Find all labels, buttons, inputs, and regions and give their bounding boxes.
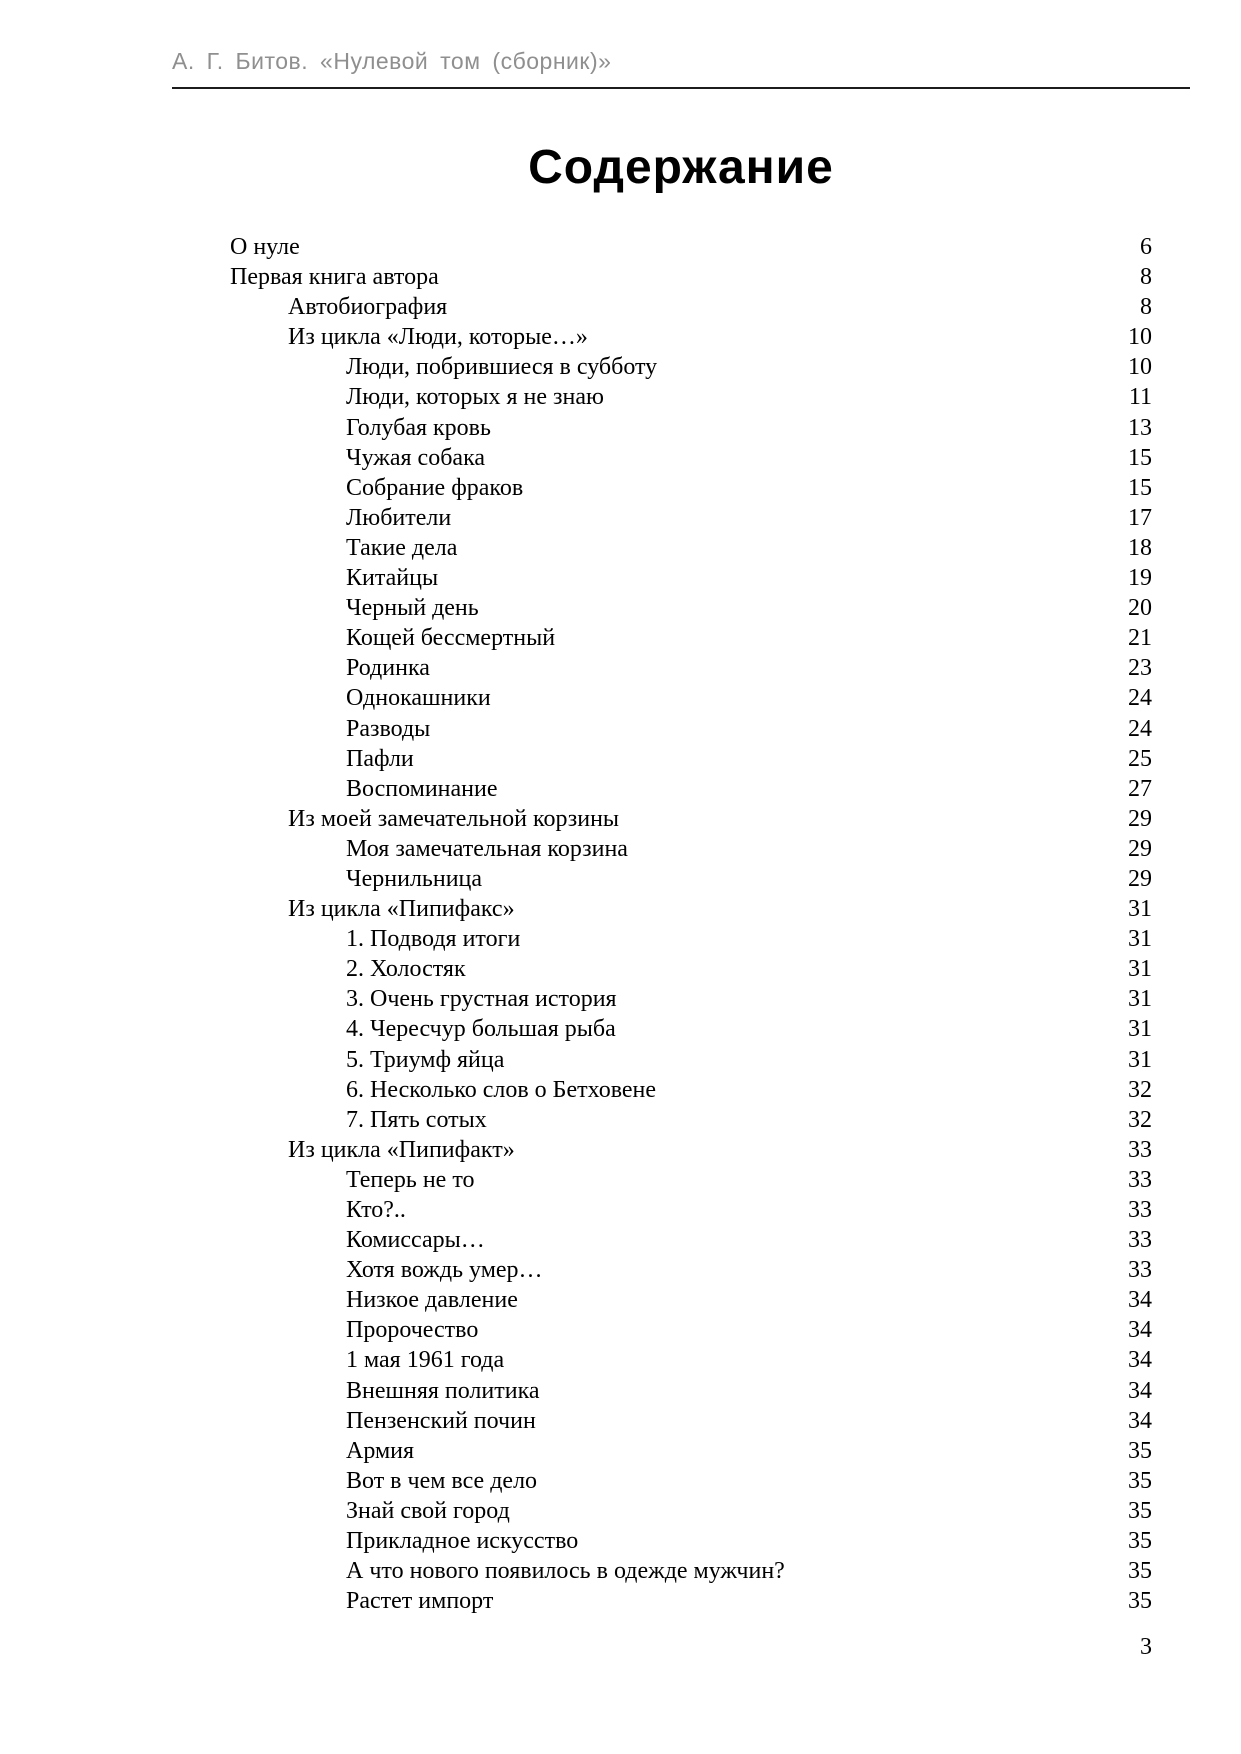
toc-entry-page: 31 xyxy=(1128,926,1152,953)
toc-entry xyxy=(230,473,1152,503)
toc-entry-label: Растет импорт xyxy=(346,1588,494,1615)
toc-entry-label: Автобиография xyxy=(288,294,448,321)
toc-entry xyxy=(230,744,1152,774)
toc-entry-page: 31 xyxy=(1128,896,1152,923)
page-title: Содержание xyxy=(528,141,834,194)
toc-entry xyxy=(230,1436,1152,1466)
toc-entry-page: 34 xyxy=(1128,1287,1152,1314)
toc-entry-page: 10 xyxy=(1128,324,1152,351)
toc-entry xyxy=(230,1376,1152,1406)
toc-entry-page: 24 xyxy=(1128,715,1152,742)
toc-entry-label: Из цикла «Люди, которые…» xyxy=(288,324,588,351)
toc-entry xyxy=(230,1466,1152,1496)
toc-entry xyxy=(230,1526,1152,1556)
toc-entry xyxy=(230,1225,1152,1255)
toc-entry-page: 35 xyxy=(1128,1437,1152,1464)
toc-entry-page: 34 xyxy=(1128,1317,1152,1344)
toc-entry-label: Вот в чем все дело xyxy=(346,1467,538,1494)
toc-entry-label: Из цикла «Пипифакс» xyxy=(288,896,515,923)
toc-entry xyxy=(230,413,1152,443)
toc-entry-label: Такие дела xyxy=(346,534,458,561)
toc-entry xyxy=(230,1014,1152,1044)
toc-entry-page: 29 xyxy=(1128,865,1152,892)
toc-entry xyxy=(230,1315,1152,1345)
toc-entry-page: 33 xyxy=(1128,1197,1152,1223)
toc-entry-label: Китайцы xyxy=(346,565,439,592)
toc-entry-page: 34 xyxy=(1128,1347,1152,1374)
toc-entry xyxy=(230,714,1152,744)
toc-entry xyxy=(230,1586,1152,1616)
toc-entry xyxy=(230,563,1152,593)
toc-entry-label: Из моей замечательной корзины xyxy=(288,805,620,832)
toc-entry-label: Пензенский почин xyxy=(346,1407,536,1434)
toc-entry xyxy=(230,1195,1152,1225)
toc-entry-label: О нуле xyxy=(230,234,300,260)
toc-entry-label: Родинка xyxy=(346,655,430,682)
toc-entry xyxy=(230,683,1152,713)
toc-entry-page: 17 xyxy=(1128,504,1152,531)
toc-entry-label: Низкое давление xyxy=(346,1287,518,1314)
toc-entry-page: 31 xyxy=(1128,956,1152,983)
toc-entry xyxy=(230,232,1152,262)
toc-entry-label: 5. Триумф яйца xyxy=(346,1046,505,1073)
toc-entry-page: 31 xyxy=(1128,986,1152,1013)
toc-entry-page: 25 xyxy=(1128,745,1152,772)
toc-entry-label: Разводы xyxy=(346,715,431,742)
toc-entry xyxy=(230,804,1152,834)
toc-entry-page: 35 xyxy=(1128,1467,1152,1494)
toc-entry xyxy=(230,503,1152,533)
toc-entry xyxy=(230,984,1152,1014)
toc-entry-label: Внешняя политика xyxy=(346,1377,540,1404)
toc-entry-label: Кто?.. xyxy=(346,1197,406,1223)
toc-entry-label: Люди, побрившиеся в субботу xyxy=(346,354,658,381)
toc-entry xyxy=(230,1135,1152,1165)
toc-entry-label: Комиссары… xyxy=(346,1227,485,1254)
toc-entry-label: Черный день xyxy=(346,595,479,622)
toc-entry xyxy=(230,1255,1152,1285)
toc-entry-label: Любители xyxy=(346,504,452,531)
toc-entry-label: 1. Подводя итоги xyxy=(346,926,521,953)
toc-entry-page: 33 xyxy=(1128,1136,1152,1163)
toc-entry-label: Чернильница xyxy=(346,865,483,892)
toc-entry-label: Чужая собака xyxy=(346,444,486,471)
toc-entry xyxy=(230,533,1152,563)
toc-entry-label: Из цикла «Пипифакт» xyxy=(288,1136,515,1163)
toc-entry-label: Однокашники xyxy=(346,685,491,712)
toc-entry-page: 8 xyxy=(1140,264,1152,291)
toc-entry xyxy=(230,322,1152,352)
table-of-contents xyxy=(230,232,1152,1616)
toc-entry-page: 27 xyxy=(1128,775,1152,802)
toc-entry-page: 21 xyxy=(1128,625,1152,652)
toc-entry-page: 13 xyxy=(1128,414,1152,441)
toc-entry-label: Моя замечательная корзина xyxy=(346,835,628,862)
toc-entry xyxy=(230,954,1152,984)
toc-entry-label: 3. Очень грустная история xyxy=(346,986,617,1013)
toc-entry-label: Прикладное искусство xyxy=(346,1528,579,1555)
running-header: А. Г. Битов. «Нулевой том (сборник)» xyxy=(172,48,612,74)
toc-entry-page: 8 xyxy=(1140,294,1152,321)
toc-entry-page: 15 xyxy=(1128,444,1152,471)
toc-entry xyxy=(230,1075,1152,1105)
toc-entry-page: 35 xyxy=(1128,1558,1152,1585)
toc-entry-label: 4. Чересчур большая рыба xyxy=(346,1016,616,1043)
toc-entry xyxy=(230,1556,1152,1586)
toc-entry-page: 10 xyxy=(1128,354,1152,381)
toc-entry xyxy=(230,1496,1152,1526)
toc-entry-label: Пафли xyxy=(346,745,414,772)
toc-entry-label: А что нового появилось в одежде мужчин? xyxy=(346,1558,785,1585)
toc-entry-label: 1 мая 1961 года xyxy=(346,1347,505,1374)
toc-entry xyxy=(230,1165,1152,1195)
toc-entry-page: 11 xyxy=(1128,384,1152,411)
toc-entry-page: 15 xyxy=(1128,474,1152,501)
toc-entry-label: Кощей бессмертный xyxy=(346,625,556,652)
toc-entry xyxy=(230,262,1152,292)
toc-entry-label: Первая книга автора xyxy=(230,264,439,291)
toc-entry-page: 20 xyxy=(1128,595,1152,622)
toc-entry-page: 29 xyxy=(1128,805,1152,832)
toc-entry-page: 18 xyxy=(1128,534,1152,561)
toc-entry xyxy=(230,774,1152,804)
footer-page-number: 3 xyxy=(1140,1634,1152,1660)
toc-entry xyxy=(230,653,1152,683)
toc-entry-page: 23 xyxy=(1128,655,1152,682)
toc-entry xyxy=(230,894,1152,924)
toc-entry-page: 33 xyxy=(1128,1166,1152,1193)
toc-entry-label: Собрание фраков xyxy=(346,474,524,501)
toc-entry xyxy=(230,352,1152,382)
toc-entry xyxy=(230,834,1152,864)
toc-entry-page: 29 xyxy=(1128,835,1152,862)
toc-entry xyxy=(230,1045,1152,1075)
toc-entry-page: 24 xyxy=(1128,685,1152,712)
toc-entry xyxy=(230,292,1152,322)
toc-entry-page: 35 xyxy=(1128,1528,1152,1555)
toc-entry-page: 33 xyxy=(1128,1227,1152,1254)
toc-entry-label: 6. Несколько слов о Бетховене xyxy=(346,1076,657,1103)
toc-entry xyxy=(230,864,1152,894)
header-divider xyxy=(172,87,1190,89)
toc-entry-label: Армия xyxy=(346,1437,415,1464)
toc-entry-page: 35 xyxy=(1128,1497,1152,1524)
toc-entry-page: 34 xyxy=(1128,1407,1152,1434)
toc-entry-label: Люди, которых я не знаю xyxy=(346,384,604,411)
toc-entry-label: 2. Холостяк xyxy=(346,956,466,983)
toc-entry xyxy=(230,1345,1152,1375)
toc-entry-label: Теперь не то xyxy=(346,1166,475,1193)
toc-entry-label: 7. Пять сотых xyxy=(346,1106,487,1133)
toc-entry-page: 31 xyxy=(1128,1046,1152,1073)
toc-entry-page: 34 xyxy=(1128,1377,1152,1404)
toc-entry xyxy=(230,1285,1152,1315)
toc-entry-page: 33 xyxy=(1128,1257,1152,1284)
toc-entry xyxy=(230,924,1152,954)
toc-entry xyxy=(230,1105,1152,1135)
toc-entry xyxy=(230,443,1152,473)
toc-entry-page: 32 xyxy=(1128,1076,1152,1103)
toc-entry-label: Голубая кровь xyxy=(346,414,491,441)
toc-entry-label: Пророчество xyxy=(346,1317,479,1344)
toc-entry-page: 6 xyxy=(1140,234,1152,260)
toc-entry-page: 31 xyxy=(1128,1016,1152,1043)
toc-entry xyxy=(230,623,1152,653)
toc-entry xyxy=(230,1406,1152,1436)
toc-entry-page: 19 xyxy=(1128,565,1152,592)
toc-entry-page: 32 xyxy=(1128,1106,1152,1133)
toc-entry-label: Хотя вождь умер… xyxy=(346,1257,543,1284)
toc-entry-page: 35 xyxy=(1128,1588,1152,1615)
toc-entry-label: Знай свой город xyxy=(346,1497,510,1524)
toc-entry-label: Воспоминание xyxy=(346,775,498,802)
toc-entry xyxy=(230,382,1152,412)
toc-entry xyxy=(230,593,1152,623)
